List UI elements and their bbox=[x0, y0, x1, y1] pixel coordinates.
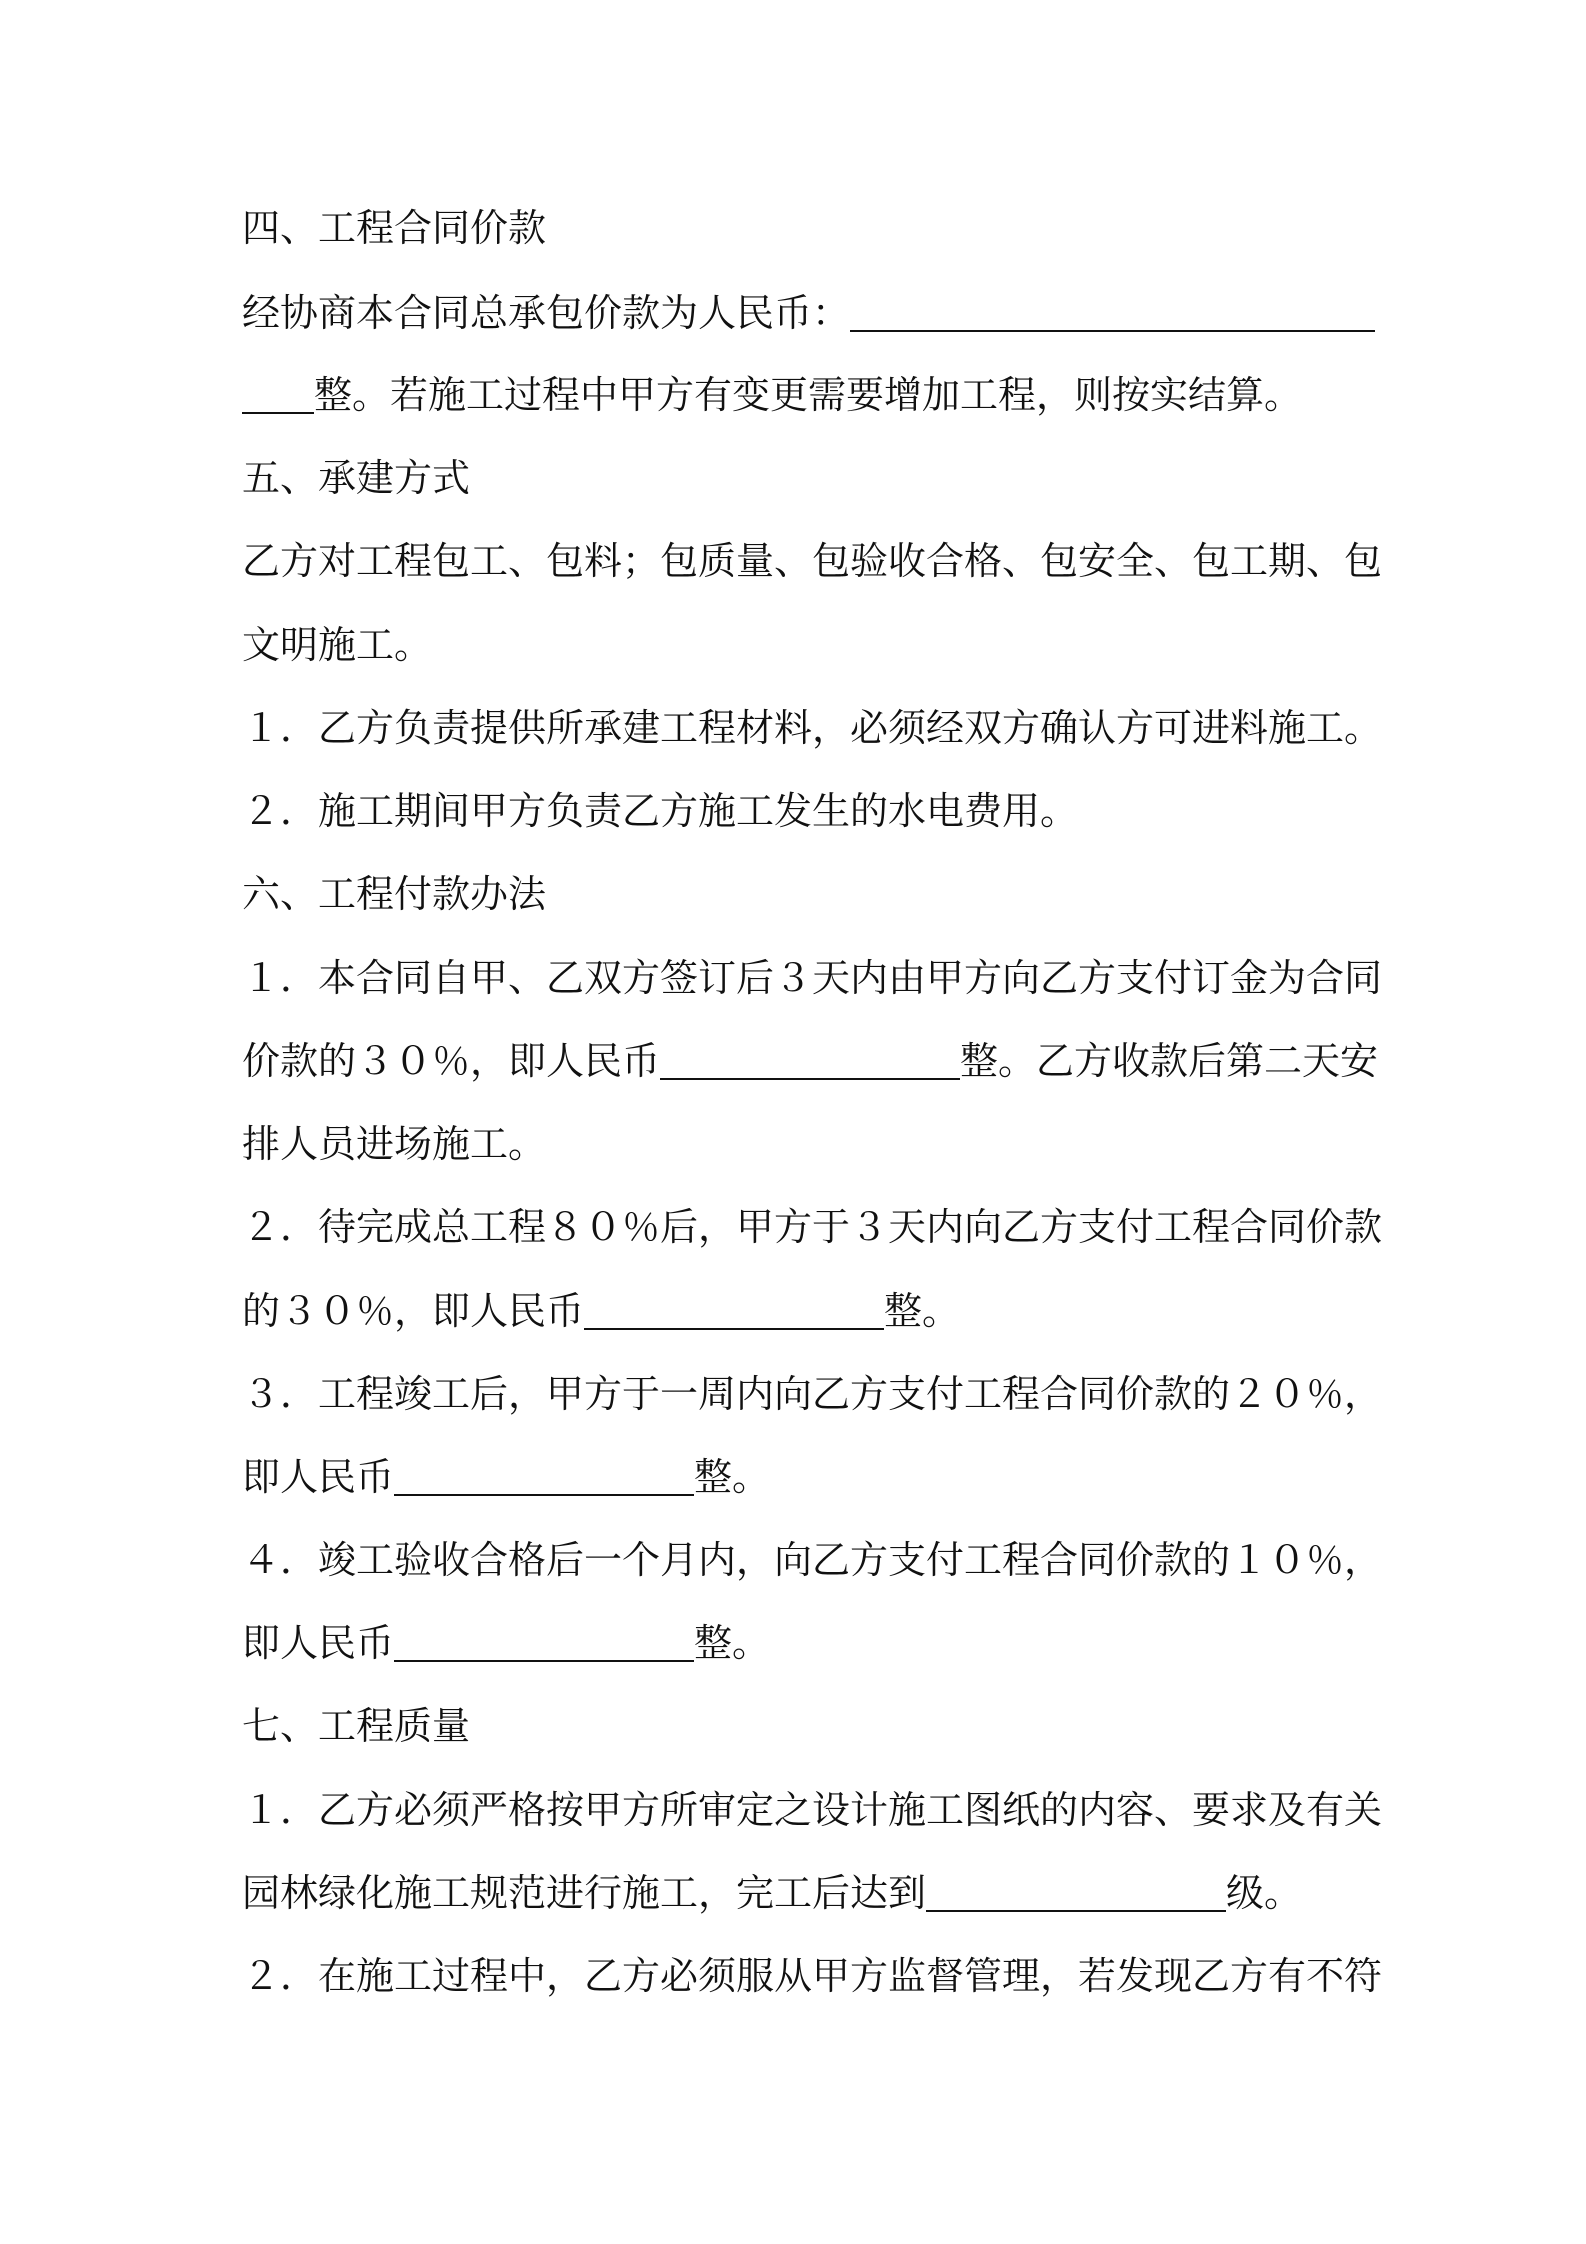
section-4-paragraph-line-1 bbox=[242, 288, 1362, 338]
section-6-item-1-text-end: 排人员进场施工。 bbox=[242, 1122, 547, 1166]
section-6-item-3-line-2 bbox=[242, 1452, 1362, 1502]
third-payment-blank bbox=[394, 1454, 694, 1496]
section-5-item-1 bbox=[242, 703, 1383, 753]
section-5-item-2 bbox=[242, 786, 1362, 836]
deposit-amount-blank bbox=[660, 1038, 960, 1080]
section-6-item-4-line-2 bbox=[242, 1618, 1362, 1668]
second-payment-text-end: 整。 bbox=[884, 1289, 961, 1333]
section-6-item-4-text: ４．竣工验收合格后一个月内，向乙方支付工程合同价款的１０％， bbox=[242, 1538, 1383, 1582]
final-payment-text: 即人民币 bbox=[242, 1621, 395, 1665]
section-4-heading-text: 四、工程合同价款 bbox=[242, 206, 547, 250]
section-6-heading-text: 六、工程付款办法 bbox=[242, 872, 547, 916]
contract-price-text-continued: 整。若施工过程中甲方有变更需要增加工程，则按实结算。 bbox=[314, 373, 1303, 417]
section-7-heading-text: 七、工程质量 bbox=[242, 1704, 471, 1748]
quality-grade-text: 园林绿化施工规范进行施工，完工后达到 bbox=[242, 1871, 927, 1915]
final-payment-text-end: 整。 bbox=[694, 1621, 771, 1665]
section-6-heading bbox=[242, 869, 1362, 919]
third-payment-text: 即人民币 bbox=[242, 1455, 395, 1499]
section-6-item-2-line-1 bbox=[242, 1202, 1383, 1252]
section-6-item-1-line-3 bbox=[242, 1119, 1362, 1169]
section-7-heading bbox=[242, 1701, 1362, 1751]
section-5-paragraph-line-2 bbox=[242, 620, 1362, 670]
section-7-item-2-text: ２．在施工过程中，乙方必须服从甲方监督管理，若发现乙方有不符 bbox=[242, 1954, 1383, 1998]
section-5-heading bbox=[242, 453, 1362, 503]
final-payment-blank bbox=[394, 1620, 694, 1662]
contract-price-blank-continued bbox=[242, 372, 314, 414]
section-5-paragraph-line-1 bbox=[242, 536, 1383, 586]
section-6-item-2-line-2 bbox=[242, 1286, 1362, 1336]
section-7-item-1-line-2 bbox=[242, 1868, 1362, 1918]
quality-grade-text-end: 级。 bbox=[1226, 1871, 1303, 1915]
section-7-item-1-text: １．乙方必须严格按甲方所审定之设计施工图纸的内容、要求及有关 bbox=[242, 1788, 1383, 1832]
section-6-item-1-text: １．本合同自甲、乙双方签订后３天内由甲方向乙方支付订金为合同 bbox=[242, 956, 1383, 1000]
construction-method-text-continued: 文明施工。 bbox=[242, 623, 433, 667]
section-5-item-1-text: １．乙方负责提供所承建工程材料，必须经双方确认方可进料施工。 bbox=[242, 706, 1383, 750]
second-payment-text: 的３０％，即人民币 bbox=[242, 1289, 585, 1333]
section-6-item-2-text: ２．待完成总工程８０％后，甲方于３天内向乙方支付工程合同价款 bbox=[242, 1205, 1383, 1249]
third-payment-text-end: 整。 bbox=[694, 1455, 771, 1499]
section-6-item-4-line-1 bbox=[242, 1535, 1383, 1585]
section-6-item-1-line-2 bbox=[242, 1036, 1379, 1086]
section-6-item-1-line-1 bbox=[242, 953, 1383, 1003]
section-4-heading bbox=[242, 203, 1362, 253]
contract-price-blank bbox=[850, 290, 1375, 332]
contract-price-text: 经协商本合同总承包价款为人民币： bbox=[242, 291, 851, 335]
construction-method-text: 乙方对工程包工、包料；包质量、包验收合格、包安全、包工期、包 bbox=[242, 539, 1383, 583]
section-4-paragraph-line-2 bbox=[242, 370, 1362, 420]
deposit-text: 价款的３０％，即人民币 bbox=[242, 1039, 661, 1083]
section-5-item-2-text: ２．施工期间甲方负责乙方施工发生的水电费用。 bbox=[242, 789, 1079, 833]
quality-grade-blank bbox=[926, 1870, 1226, 1912]
section-5-heading-text: 五、承建方式 bbox=[242, 456, 471, 500]
section-6-item-3-line-1 bbox=[242, 1369, 1383, 1419]
second-payment-blank bbox=[584, 1288, 884, 1330]
section-7-item-2-line-1 bbox=[242, 1951, 1383, 2001]
section-7-item-1-line-1 bbox=[242, 1785, 1383, 1835]
section-6-item-3-text: ３．工程竣工后，甲方于一周内向乙方支付工程合同价款的２０％， bbox=[242, 1372, 1383, 1416]
deposit-text-continued: 整。乙方收款后第二天安 bbox=[960, 1039, 1379, 1083]
